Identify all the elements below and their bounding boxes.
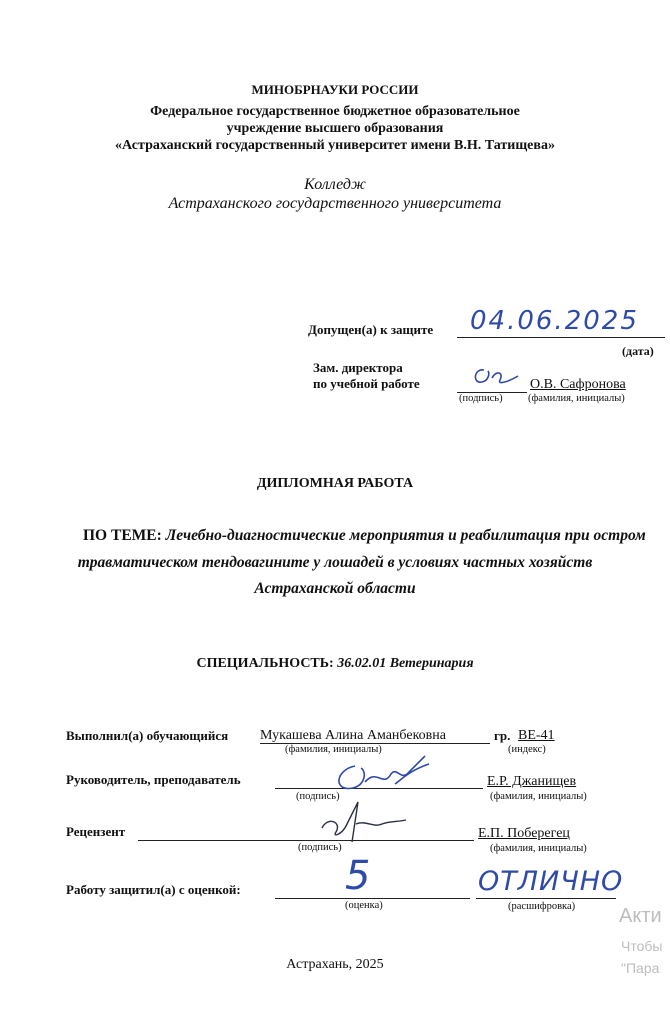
reviewer-signature-line bbox=[138, 840, 474, 841]
grade-word-line bbox=[476, 898, 616, 899]
topic-line-1 bbox=[83, 527, 646, 545]
grade-handwritten: 5 bbox=[345, 853, 371, 899]
deputy-signature-caption: (подпись) bbox=[459, 393, 503, 404]
reviewer-label: Рецензент bbox=[66, 824, 126, 839]
activation-watermark-line-1: Чтобы bbox=[621, 938, 663, 954]
institution-line-2: учреждение высшего образования bbox=[226, 121, 444, 136]
admission-date-line bbox=[457, 337, 665, 338]
institution-line-1: Федеральное государственное бюджетное образовательное bbox=[150, 104, 520, 119]
date-caption: (дата) bbox=[622, 344, 654, 358]
grade-word-caption: (расшифровка) bbox=[508, 901, 576, 912]
student-name-caption: (фамилия, инициалы) bbox=[285, 744, 382, 755]
deputy-name-caption: (фамилия, инициалы) bbox=[528, 393, 625, 404]
specialty-value: 36.02.01 Ветеринария bbox=[337, 656, 474, 671]
group-caption: (индекс) bbox=[508, 744, 546, 755]
activation-watermark-line-2: "Пара bbox=[621, 960, 660, 976]
supervisor-signature-caption: (подпись) bbox=[296, 791, 340, 802]
grade-line bbox=[275, 898, 470, 899]
topic-label: ПО ТЕМЕ: bbox=[83, 527, 162, 544]
admission-label: Допущен(а) к защите bbox=[308, 322, 434, 337]
deputy-signature bbox=[466, 360, 526, 392]
deputy-label-2: по учебной работе bbox=[313, 376, 420, 391]
college-line-2: Астраханского государственного университета bbox=[168, 195, 502, 212]
supervisor-signature bbox=[325, 752, 435, 802]
supervisor-name-caption: (фамилия, инициалы) bbox=[490, 791, 587, 802]
reviewer-name-caption: (фамилия, инициалы) bbox=[490, 843, 587, 854]
student-label: Выполнил(а) обучающийся bbox=[66, 728, 229, 743]
grade-caption: (оценка) bbox=[345, 900, 383, 911]
city-year: Астрахань, 2025 bbox=[286, 957, 384, 972]
supervisor-name: Е.Р. Джанищев bbox=[487, 774, 577, 789]
topic-line-2: травматическом тендовагините у лошадей в условиях частных хозяйств bbox=[77, 554, 593, 571]
work-type-title: ДИПЛОМНАЯ РАБОТА bbox=[256, 476, 414, 491]
reviewer-name: Е.П. Поберегец bbox=[478, 826, 570, 841]
reviewer-signature bbox=[312, 798, 412, 848]
specialty-label: СПЕЦИАЛЬНОСТЬ: bbox=[196, 656, 334, 671]
college-line-1: Колледж bbox=[304, 176, 366, 193]
group-label: гр. bbox=[494, 728, 511, 743]
grade-word-handwritten: ОТЛИЧНО bbox=[478, 866, 624, 897]
deputy-name: О.В. Сафронова bbox=[530, 377, 626, 392]
group-value: ВЕ-41 bbox=[518, 728, 555, 743]
student-name: Мукашева Алина Аманбековна bbox=[260, 728, 446, 743]
topic-text-1: Лечебно-диагностические мероприятия и реабилитация при остром bbox=[165, 527, 646, 544]
reviewer-signature-caption: (подпись) bbox=[298, 842, 342, 853]
admission-date-handwritten: 04.06.2025 bbox=[470, 306, 639, 336]
specialty-line bbox=[0, 656, 670, 672]
university-name: «Астраханский государственный университет имени В.Н. Татищева» bbox=[115, 138, 555, 153]
activation-watermark-title: Акти bbox=[619, 905, 662, 927]
supervisor-label: Руководитель, преподаватель bbox=[66, 772, 241, 787]
topic-line-3: Астраханской области bbox=[254, 580, 416, 597]
deputy-label-1: Зам. директора bbox=[313, 360, 403, 375]
ministry-name: МИНОБРНАУКИ РОССИИ bbox=[251, 82, 419, 97]
grade-label: Работу защитил(а) с оценкой: bbox=[66, 882, 241, 897]
